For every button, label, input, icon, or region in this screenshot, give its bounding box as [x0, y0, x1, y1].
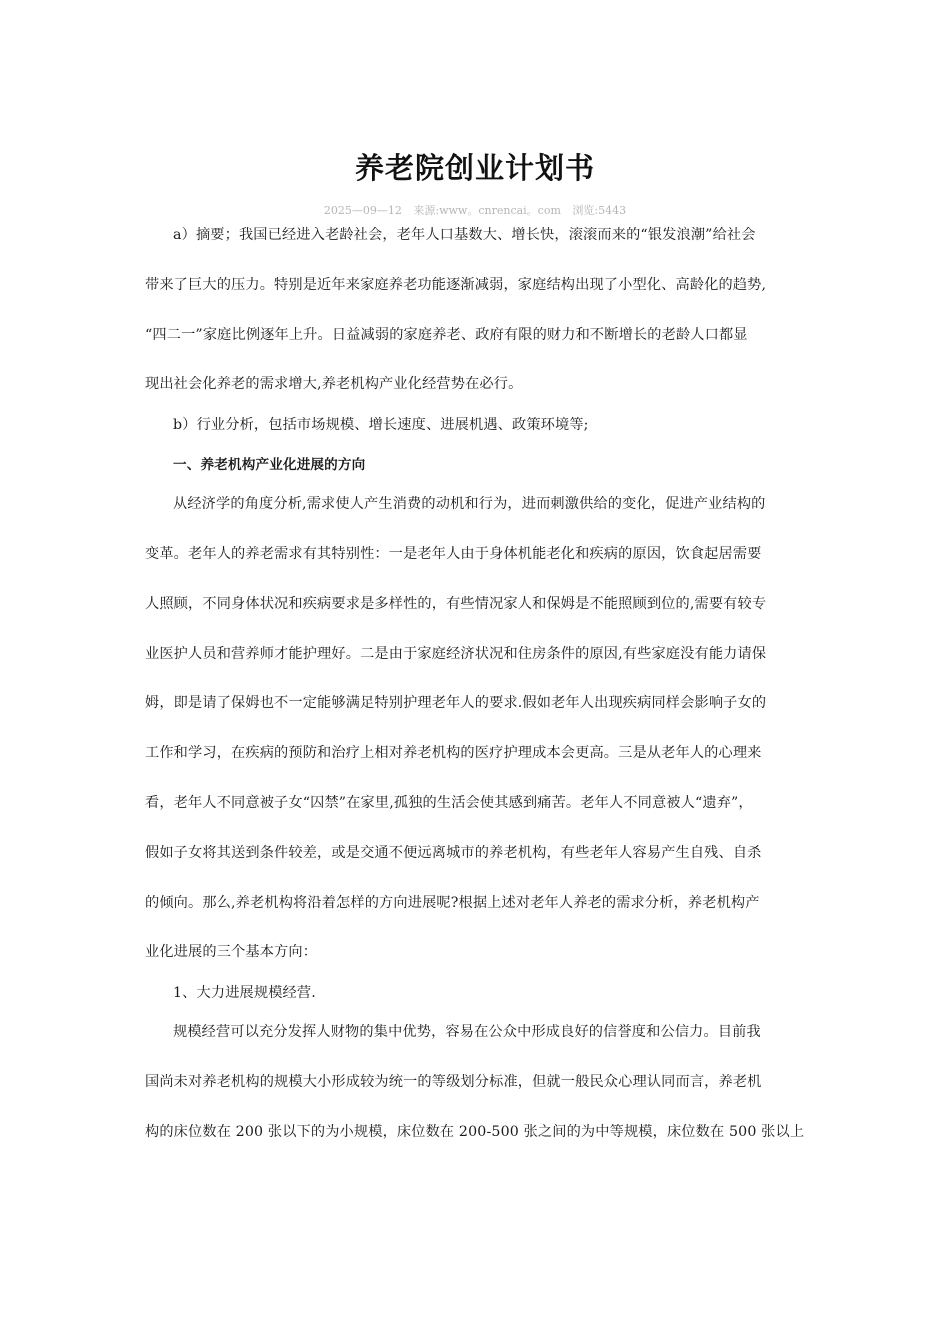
paragraph-line: 构的床位数在 200 张以下的为小规模，床位数在 200-500 张之间的为中等规模，床位数在 500 张以上	[145, 1124, 805, 1140]
paragraph-line: 变革。老年人的养老需求有其特别性：一是老年人由于身体机能老化和疾病的原因，饮食起居需要	[145, 546, 762, 562]
paragraph-line: 从经济学的角度分析,需求使人产生消费的动机和行为，进而刺激供给的变化，促进产业结构的	[173, 496, 766, 512]
source-link[interactable]: 来源:www。cnrencai。com	[413, 204, 561, 217]
paragraph-line: 现出社会化养老的需求增大,养老机构产业化经营势在必行。	[145, 376, 523, 392]
paragraph-line: 带来了巨大的压力。特别是近年来家庭养老功能逐渐减弱，家庭结构出现了小型化、高龄化的趋势,	[145, 277, 767, 293]
view-count: 浏览:5443	[572, 204, 627, 217]
paragraph-line: 假如子女将其送到条件较差，或是交通不便远离城市的养老机构，有些老年人容易产生自残、自杀	[145, 845, 762, 861]
paragraph-line: 业医护人员和营养师才能护理好。二是由于家庭经济状况和住房条件的原因,有些家庭没有能力请保	[145, 646, 767, 662]
paragraph-line: a）摘要；我国已经进入老龄社会，老年人口基数大、增长快，滚滚而来的“银发浪潮”给社会	[173, 227, 756, 243]
paragraph-line: 姆，即是请了保姆也不一定能够满足特别护理老年人的要求.假如老年人出现疾病同样会影响子女的	[145, 695, 767, 711]
paragraph-line: 人照顾，不同身体状况和疾病要求是多样性的，有些情况家人和保姆是不能照顾到位的,需要有较专	[145, 596, 767, 612]
paragraph-line: “四二一”家庭比例逐年上升。日益减弱的家庭养老、政府有限的财力和不断增长的老龄人口都显	[145, 327, 748, 343]
paragraph-line: 工作和学习，在疾病的预防和治疗上相对养老机构的医疗护理成本会更高。三是从老年人的心理来	[145, 745, 762, 761]
paragraph-line: b）行业分析，包括市场规模、增长速度、进展机遇、政策环境等;	[173, 417, 589, 433]
paragraph-line: 业化进展的三个基本方向：	[145, 944, 318, 960]
paragraph-line: 看，老年人不同意被子女“囚禁”在家里,孤独的生活会使其感到痛苦。老年人不同意被人“遗弃”，	[145, 795, 753, 811]
paragraph-line: 的倾向。那么,养老机构将沿着怎样的方向进展呢?根据上述对老年人养老的需求分析，养老机构产	[145, 895, 760, 911]
list-item-heading: 1、大力进展规模经营.	[173, 985, 316, 1001]
paragraph-line: 国尚未对养老机构的规模大小形成较为统一的等级划分标准，但就一般民众心理认同而言，养老机	[145, 1074, 762, 1090]
publish-date: 2025—09—12	[323, 204, 402, 217]
document-title: 养老院创业计划书	[354, 151, 595, 185]
document-meta	[0, 202, 950, 218]
paragraph-line: 规模经营可以充分发挥人财物的集中优势，容易在公众中形成良好的信誉度和公信力。目前我	[173, 1024, 761, 1040]
section-heading: 一、养老机构产业化进展的方向	[173, 457, 366, 473]
